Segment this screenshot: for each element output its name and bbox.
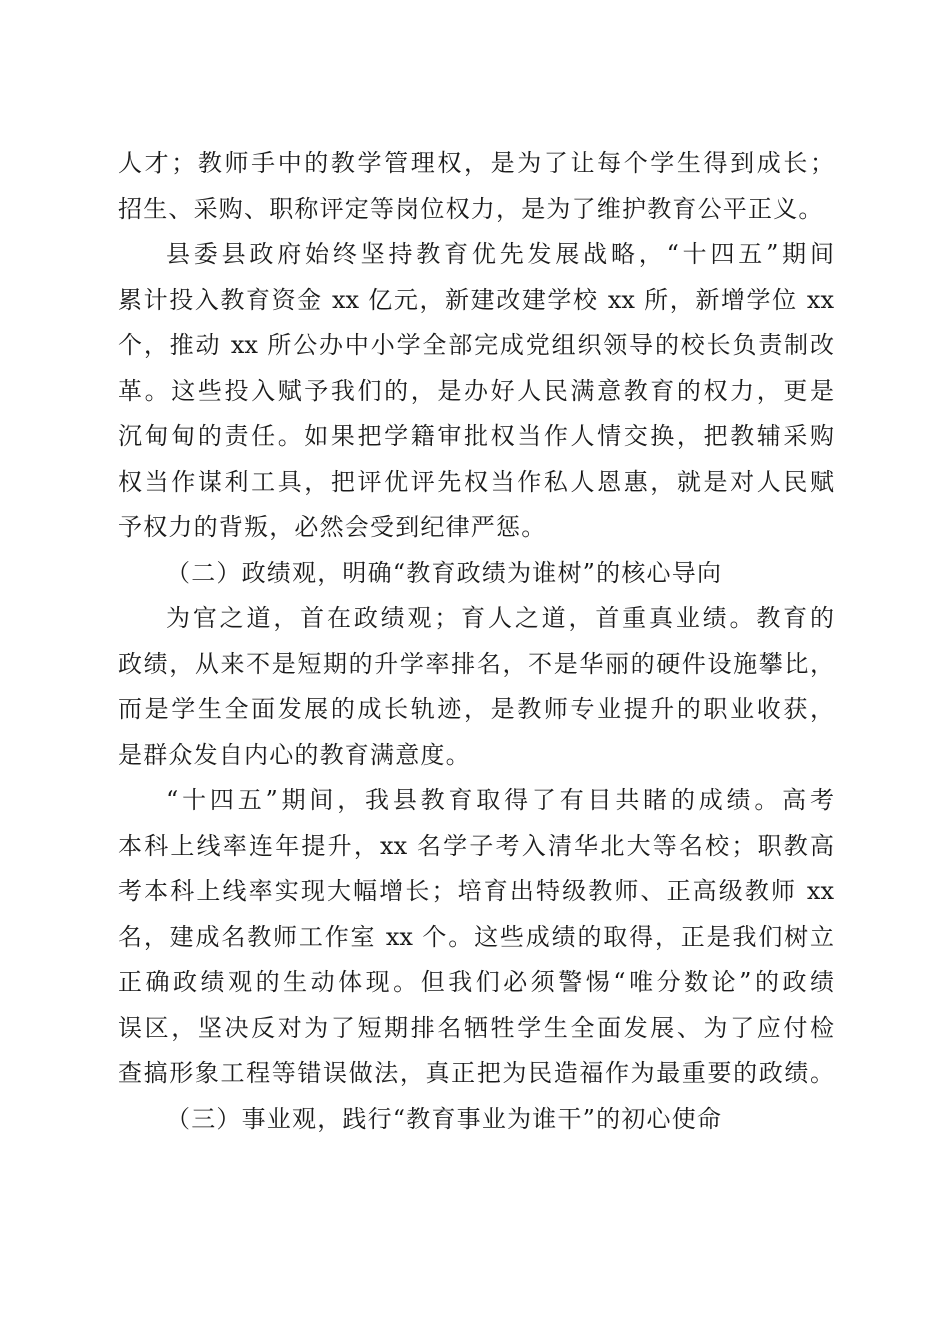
paragraph-line: “十四五”期间，我县教育取得了有目共睹的成绩。高考 (166, 786, 834, 814)
paragraph-line: 招生、采购、职称评定等岗位权力，是为了维护教育公平正义。 (118, 194, 824, 223)
section-heading: （二）政绩观，明确“教育政绩为谁树”的核心导向 (166, 558, 723, 587)
paragraph-line: 考本科上线率实现大幅增长；培育出特级教师、正高级教师 xx (118, 877, 834, 905)
paragraph-line: 误区，坚决反对为了短期排名牺牲学生全面发展、为了应付检 (118, 1013, 834, 1042)
paragraph-line: 政绩，从来不是短期的升学率排名，不是华丽的硬件设施攀比， (118, 649, 834, 678)
paragraph-line: 正确政绩观的生动体现。但我们必须警惕“唯分数论”的政绩 (118, 968, 834, 996)
document-body (118, 141, 834, 1142)
paragraph-line: 县委县政府始终坚持教育优先发展战略，“十四五”期间 (166, 240, 834, 268)
paragraph-line: 权当作谋利工具，把评优评先权当作私人恩惠，就是对人民赋 (118, 467, 834, 496)
paragraph-line: 是群众发自内心的教育满意度。 (118, 740, 471, 769)
paragraph-line: 革。这些投入赋予我们的，是办好人民满意教育的权力，更是 (118, 376, 834, 405)
paragraph-line: 沉甸甸的责任。如果把学籍审批权当作人情交换，把教辅采购 (118, 422, 834, 450)
paragraph-line: 人才；教师手中的教学管理权，是为了让每个学生得到成长； (118, 149, 834, 177)
paragraph-line: 名，建成名教师工作室 xx 个。这些成绩的取得，正是我们树立 (118, 922, 834, 951)
paragraph-line: 予权力的背叛，必然会受到纪律严惩。 (118, 513, 547, 541)
paragraph-line: 本科上线率连年提升，xx 名学子考入清华北大等名校；职教高 (118, 831, 834, 860)
section-heading: （三）事业观，践行“教育事业为谁干”的初心使命 (166, 1104, 723, 1133)
paragraph-line: 个，推动 xx 所公办中小学全部完成党组织领导的校长负责制改 (118, 331, 834, 359)
paragraph-line: 查搞形象工程等错误做法，真正把为民造福作为最重要的政绩。 (118, 1059, 834, 1087)
paragraph-line: 而是学生全面发展的成长轨迹，是教师专业提升的职业收获， (118, 695, 834, 723)
paragraph-line: 累计投入教育资金 xx 亿元，新建改建学校 xx 所，新增学位 xx (118, 285, 834, 314)
paragraph-line: 为官之道，首在政绩观；育人之道，首重真业绩。教育的 (166, 604, 834, 632)
